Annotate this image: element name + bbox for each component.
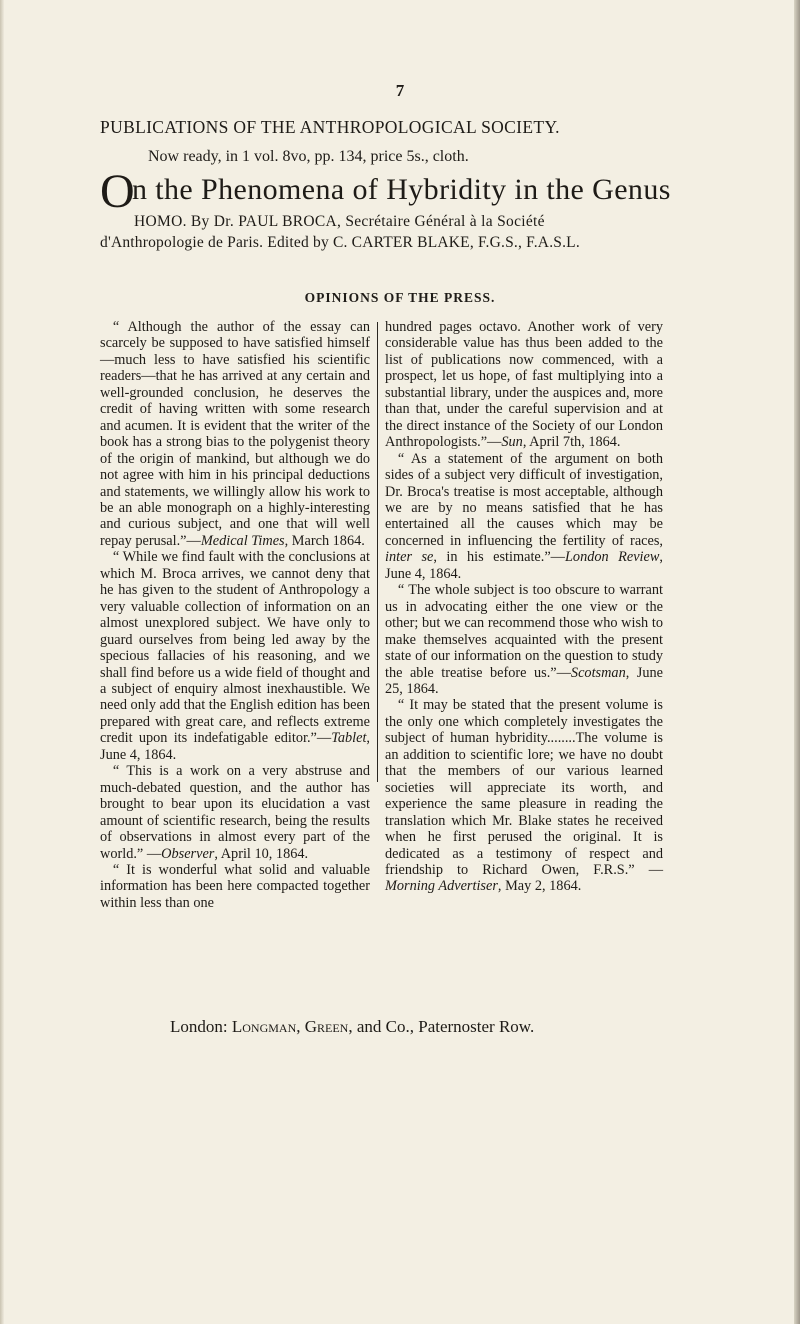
review-date: , April 10, 1864. [214,845,309,862]
imprint-publishers: Longman, Green [231,1017,349,1036]
author-line: HOMO. By Dr. PAUL BROCA, Secrétaire Général à la Société [134,213,545,230]
society-header: PUBLICATIONS OF THE ANTHROPOLOGICAL SOCIETY. [100,117,560,137]
review-date: , June 4, 1864. [100,730,370,763]
review-text: “ While we find fault with the conclusions at which M. Broca arrives, we cannot deny that he has given to the student of Anthropology a very valuable collection of information on an almost unexplored subject. We have only to guard ourselves from being led away by the specious fallacies of his reasoning, and we shall find before us a wide field of thought and a subject of enquiry almost inexhaustible. We need only add that the English edition has been prepared with great care, and reflects extreme credit upon its indefatigable editor.”— [100,549,370,747]
review-sun-continued [385,319,663,451]
review-source: Observer [161,845,215,862]
review-tablet [100,549,370,763]
review-text: hundred pages octavo. Another work of very considerable value has thus been added to the list of publications now commenced, with a prospect, let us hope, of fast multiplying into a substantial library, under the auspices and, more than that, under the careful supervision and at the direct instance of the Society of our London Anthropologists.”— [385,319,663,451]
book-title-block [100,165,760,251]
review-source: London Review [564,549,660,566]
review-scotsman [385,582,663,697]
review-text: “ It may be stated that the present volume is the only one which completely investigates the subject of human hybridity........The volume is an addition to scientific lore; we have no doubt that the members of our various learned societies will appreciate its worth, and experience the same pleasure in reading the translation which Mr. Blake states he received when he first perused the original. It is dedicated as a testimony of respect and friendship to Richard Owen, F.R.S.” — [385,697,663,878]
right-column [385,319,663,895]
review-date: , June 4, 1864. [385,549,663,582]
review-date: , March 1864. [284,532,365,549]
column-divider [377,322,378,782]
book-title: n the Phenomena of Hybridity in the Genus [132,173,671,206]
review-source: Sun [501,434,523,451]
review-source: Scotsman [570,664,626,681]
title-line-1 [100,165,760,218]
review-source: Morning Advertiser [385,878,498,895]
review-text: “ Although the author of the essay can scarcely be supposed to have satisfied himself—much less to have satisfied his scientific readers—that he has arrived at any certain and well-grounded conclusion, he deserves the credit of having written with some research and acumen. It is evident that the writer of the book has a strong bias to the polygenist theory of the origin of mankind, but although we do not agree with him in his principal deductions and statements, we willingly allow his work to be an able monograph on a highly-interesting and curious subject, and one that will well repay perusal.”— [100,319,370,549]
review-london-review [385,451,663,583]
review-morning-advertiser [385,697,663,894]
review-sun-start [100,862,370,911]
review-italic-phrase: inter se [385,549,434,566]
page-right-edge [794,0,800,1324]
availability-notice: Now ready, in 1 vol. 8vo, pp. 134, price 5s., cloth. [148,148,469,165]
review-source: Medical Times [200,532,285,549]
review-date: , May 2, 1864. [497,878,582,895]
editor-line: d'Anthropologie de Paris. Edited by C. CARTER BLAKE, F.G.S., F.A.S.L. [100,234,580,251]
page-left-edge [0,0,4,1324]
review-text-2: , in his estimate.”— [433,549,565,566]
review-date: , April 7th, 1864. [522,434,621,451]
publisher-imprint [170,1017,534,1037]
review-date: , June 25, 1864. [385,664,663,697]
press-opinions-heading: OPINIONS OF THE PRESS. [304,290,496,305]
review-text: “ This is a work on a very abstruse and much-debated question, and the author has brought to bear upon its elucidation a vast amount of scientific research, being the results of observations in almost every part of the world.” — [100,763,370,862]
left-column [100,319,370,911]
review-observer [100,763,370,862]
review-source: Tablet [331,730,367,747]
review-text: “ As a statement of the argument on both sides of a subject very difficult of investigation, Dr. Broca's treatise is most acceptable, although we are by no means satisfied that he has entertained all the causes which may be concerned in influencing the fertility of races, [385,450,663,549]
imprint-suffix: , and Co., Paternoster Row. [348,1017,535,1036]
imprint-prefix: London: [170,1017,232,1036]
review-medical-times [100,319,370,549]
review-text: “ It is wonderful what solid and valuable information has been here compacted together within less than one [100,861,370,911]
page-number: 7 [395,81,405,100]
drop-cap: O [100,165,135,218]
review-text: “ The whole subject is too obscure to warrant us in advocating either the one view or the other; but we can recommend those who wish to make themselves acquainted with the present state of our information on the question to study the able treatise before us.”— [385,582,663,681]
